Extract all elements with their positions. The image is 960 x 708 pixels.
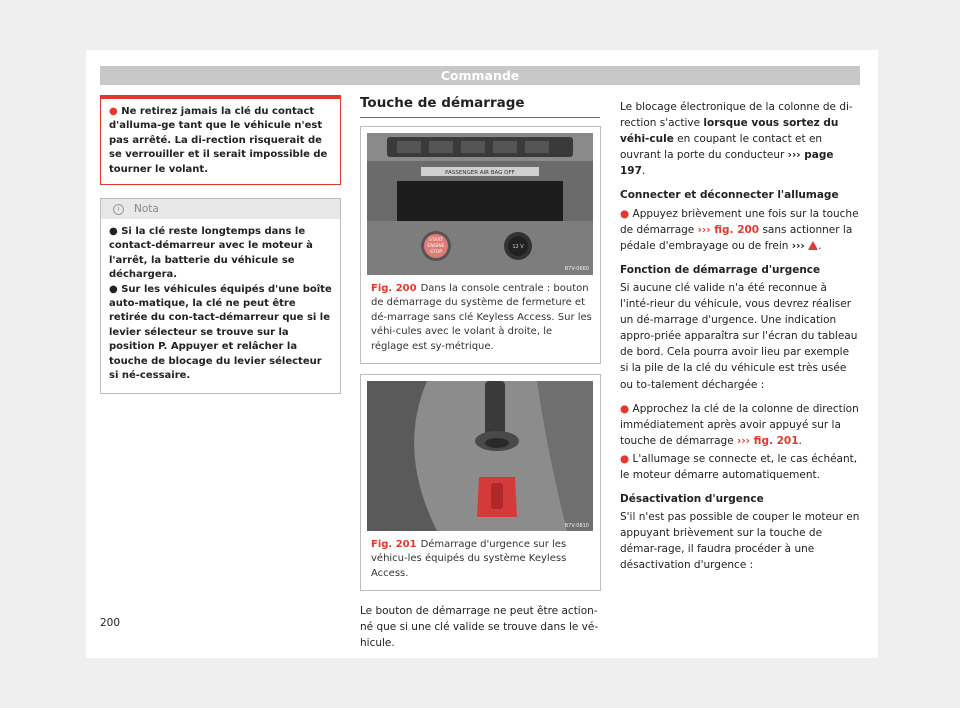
bullet-icon: ●: [620, 207, 630, 220]
column-left: [100, 95, 341, 394]
emergency-start-photo: [367, 381, 593, 531]
figure-reference[interactable]: ››› fig. 201: [737, 434, 799, 447]
figure-201: [360, 374, 601, 591]
figure-caption: [361, 531, 600, 590]
nota-box: [100, 198, 341, 393]
paragraph: S'il n'est pas possible de couper le moteur en appuyant brièvement sur la touche de démar-rage, il faudra procéder à une désactivation d'urgence :: [620, 511, 860, 572]
bullet-icon: ●: [620, 402, 630, 415]
figure-reference[interactable]: ››› fig. 200: [697, 223, 760, 236]
page-reference[interactable]: ››› page 197: [620, 149, 834, 178]
caption-text: Démarrage d'urgence sur les véhicu-les équipés du système Keyless Access.: [371, 539, 567, 579]
subheading: Désactivation d'urgence: [620, 493, 764, 506]
nota-item-text: Sur les véhicules équipés d'une boîte auto-matique, la clé ne peut être retirée du con-tact-démarreur que si le levier sélecteur se trouve sur la position P. Appuyer et relâcher la touche de blocage du levier sélecteur si né-cessaire.: [109, 283, 332, 382]
nota-item-text: Si la clé reste longtemps dans le contact-démarreur avec le moteur à l'arrêt, la batterie du véhicule se déchargera.: [109, 226, 313, 281]
bullet-item: ● Appuyez brièvement une fois sur la touche de démarrage ››› fig. 200 sans actionner la pédale d'embrayage ou de frein ››› .: [620, 207, 859, 252]
figure-number: Fig. 200: [371, 283, 417, 294]
nota-item: [109, 225, 333, 283]
socket-label: 12 V: [512, 244, 524, 250]
button-text-start: START: [429, 238, 443, 243]
bullet-item: ● L'allumage se connecte et, le cas échéant, le moteur démarre automatiquement.: [620, 452, 858, 481]
caption-text: Dans la console centrale : bouton de démarrage du système de fermeture et dé-marrage sans clé Keyless Access. Sur les véhi-cules avec le volant à droite, le réglage est sy-métrique.: [371, 283, 592, 352]
button-text-stop: STOP: [430, 250, 442, 255]
info-icon: i: [113, 204, 124, 215]
nota-header: [101, 199, 340, 219]
bullet-item: ● Approchez la clé de la colonne de direction immédiatement après avoir appuyé sur la touche de démarrage ››› fig. 201.: [620, 402, 859, 447]
paragraph: Si aucune clé valide n'a été reconnue à l'inté-rieur du véhicule, vous devrez réaliser un dé-marrage d'urgence. Une indication appro-priée apparaîtra sur l'écran du tableau de bord. Cela pourra avoir lieu par exemple si la pile de la clé du véhicule est très usée ou to-talement déchargée :: [620, 281, 858, 391]
figure-number: Fig. 201: [371, 539, 417, 551]
warning-text: Ne retirez jamais la clé du contact d'alluma-ge tant que le véhicule n'est pas arrêté. La di-rection risquerait de se verrouiller et il serait impossible de tourner le volant.: [109, 106, 328, 175]
nota-title: Nota: [134, 203, 159, 216]
figure-200: [360, 126, 601, 364]
column-middle: [360, 95, 601, 652]
figure-code: B7V-0810: [564, 523, 589, 530]
page-header: Commande: [100, 66, 860, 85]
figure-code: B7V-0660: [564, 266, 589, 272]
figure-caption: [361, 275, 600, 363]
warning-box: [100, 95, 341, 185]
section-title: Touche de démarrage: [360, 95, 600, 118]
nota-item: [109, 283, 333, 384]
subheading: Fonction de démarrage d'urgence: [620, 263, 821, 276]
warning-icon[interactable]: [808, 241, 818, 250]
button-text-engine: ENGINE: [427, 244, 445, 249]
page-number: 200: [100, 617, 121, 629]
airbag-label: PASSENGER AIR BAG OFF: [445, 170, 515, 176]
bullet-icon: ●: [109, 283, 118, 295]
paragraph: Le blocage électronique de la colonne de di-rection s'active lorsque vous sortez du véhi-cule en coupant le contact et en ouvrant la porte du conducteur ››› page 197.: [620, 101, 853, 178]
subheading: Connecter et déconnecter l'allumage: [620, 189, 839, 202]
paragraph: Le bouton de démarrage ne peut être action-né que si une clé valide se trouve dans le vé-hicule.: [360, 605, 599, 650]
bullet-icon: ●: [109, 106, 118, 117]
column-right: [620, 99, 860, 582]
bullet-icon: ●: [109, 226, 118, 238]
bullet-icon: ●: [620, 452, 630, 465]
nota-body: [101, 219, 340, 392]
start-button-photo: [367, 133, 593, 275]
